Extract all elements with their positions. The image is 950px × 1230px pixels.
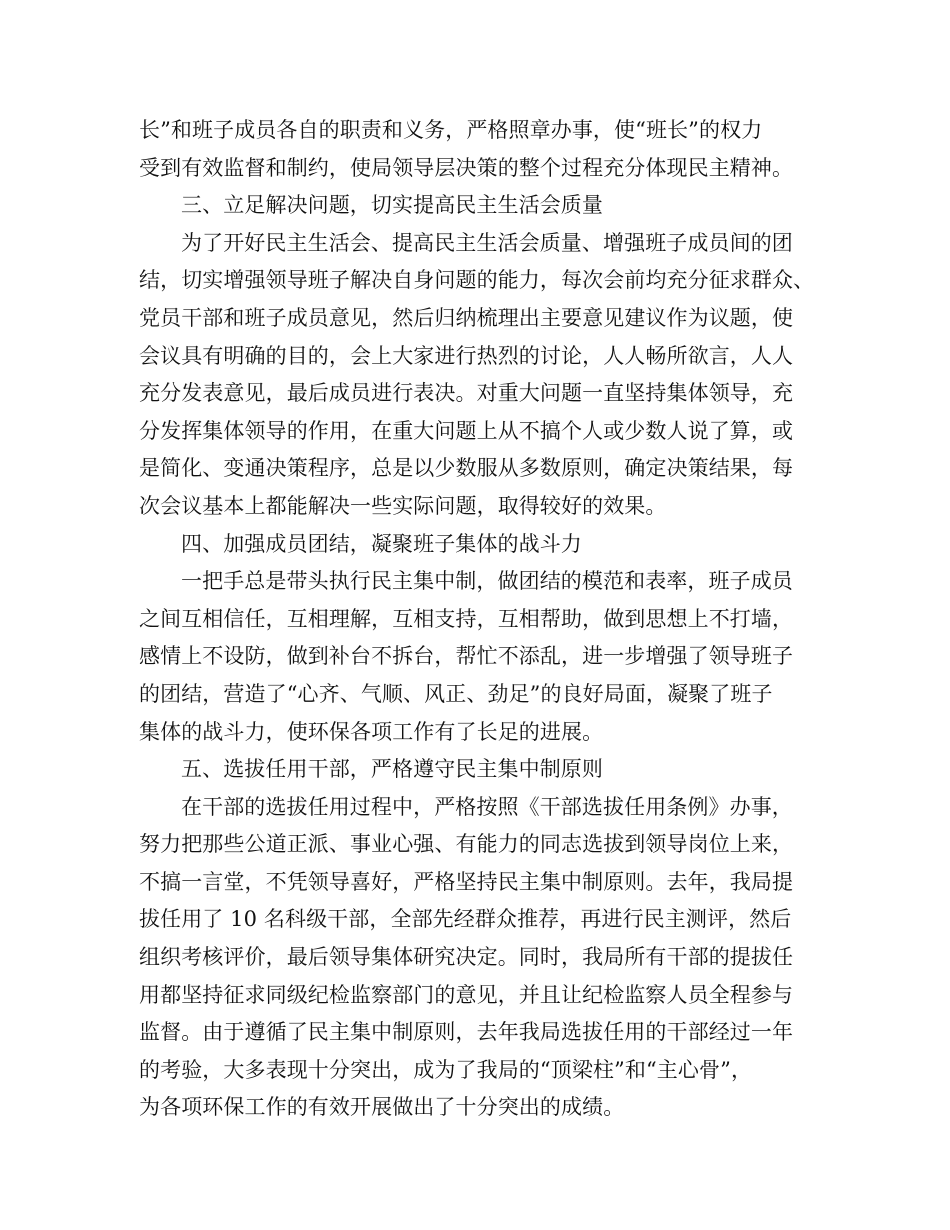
text-line: 为各项环保工作的有效开展做出了十分突出的成绩。 [139, 1095, 625, 1120]
text-line: 的团结，营造了“心齐、气顺、风正、劲足”的良好局面，凝聚了班子 [139, 681, 773, 706]
text-line: 会议具有明确的目的，会上大家进行热烈的讨论，人人畅所欲言，人人 [139, 343, 794, 368]
text-line: 充分发表意见，最后成员进行表决。对重大问题一直坚持集体领导，充 [139, 381, 794, 406]
section-heading: 三、立足解决问题，切实提高民主生活会质量 [181, 193, 603, 218]
text-line: 感情上不设防，做到补台不拆台，帮忙不添乱，进一步增强了领导班子 [139, 644, 794, 669]
section-heading: 五、选拔任用干部，严格遵守民主集中制原则 [181, 757, 603, 782]
text-line: 长”和班子成员各自的职责和义务，严格照章办事，使“班长”的权力 [139, 118, 763, 142]
text-line: 一把手总是带头执行民主集中制，做团结的模范和表率，班子成员 [181, 569, 793, 594]
text-line: 努力把那些公道正派、事业心强、有能力的同志选拔到领导岗位上来， [139, 832, 794, 857]
text-line: 分发挥集体领导的作用，在重大问题上从不搞个人或少数人说了算，或 [139, 418, 794, 443]
text-line: 为了开好民主生活会、提高民主生活会质量、增强班子成员间的团 [181, 230, 793, 255]
text-line: 在干部的选拔任用过程中，严格按照《干部选拔任用条例》办事， [181, 794, 793, 819]
text-line: 是简化、变通决策程序，总是以少数服从多数原则，确定决策结果，每 [139, 456, 794, 481]
text-line: 不搞一言堂，不凭领导喜好，严格坚持民主集中制原则。去年，我局提 [139, 869, 794, 894]
text-line: 之间互相信任，互相理解，互相支持，互相帮助，做到思想上不打墙， [139, 606, 794, 631]
text-line: 监督。由于遵循了民主集中制原则，去年我局选拔任用的干部经过一年 [139, 1020, 794, 1045]
text-line: 拔任用了 10 名科级干部，全部先经群众推荐，再进行民主测评，然后 [139, 907, 792, 932]
document-body [139, 112, 819, 1127]
text-line: 结，切实增强领导班子解决自身问题的能力，每次会前均充分征求群众、 [139, 268, 815, 293]
text-line: 次会议基本上都能解决一些实际问题，取得较好的效果。 [139, 493, 667, 518]
text-line: 集体的战斗力，使环保各项工作有了长足的进展。 [139, 719, 604, 744]
section-heading: 四、加强成员团结，凝聚班子集体的战斗力 [181, 531, 582, 556]
text-line: 党员干部和班子成员意见，然后归纳梳理出主要意见建议作为议题，使 [139, 305, 794, 330]
text-line: 受到有效监督和制约，使局领导层决策的整个过程充分体现民主精神。 [139, 155, 794, 180]
text-line: 的考验，大多表现十分突出，成为了我局的“顶梁柱”和“主心骨”， [139, 1057, 753, 1082]
text-line: 用都坚持征求同级纪检监察部门的意见，并且让纪检监察人员全程参与 [139, 982, 794, 1007]
text-line: 组织考核评价，最后领导集体研究决定。同时，我局所有干部的提拔任 [139, 945, 794, 970]
